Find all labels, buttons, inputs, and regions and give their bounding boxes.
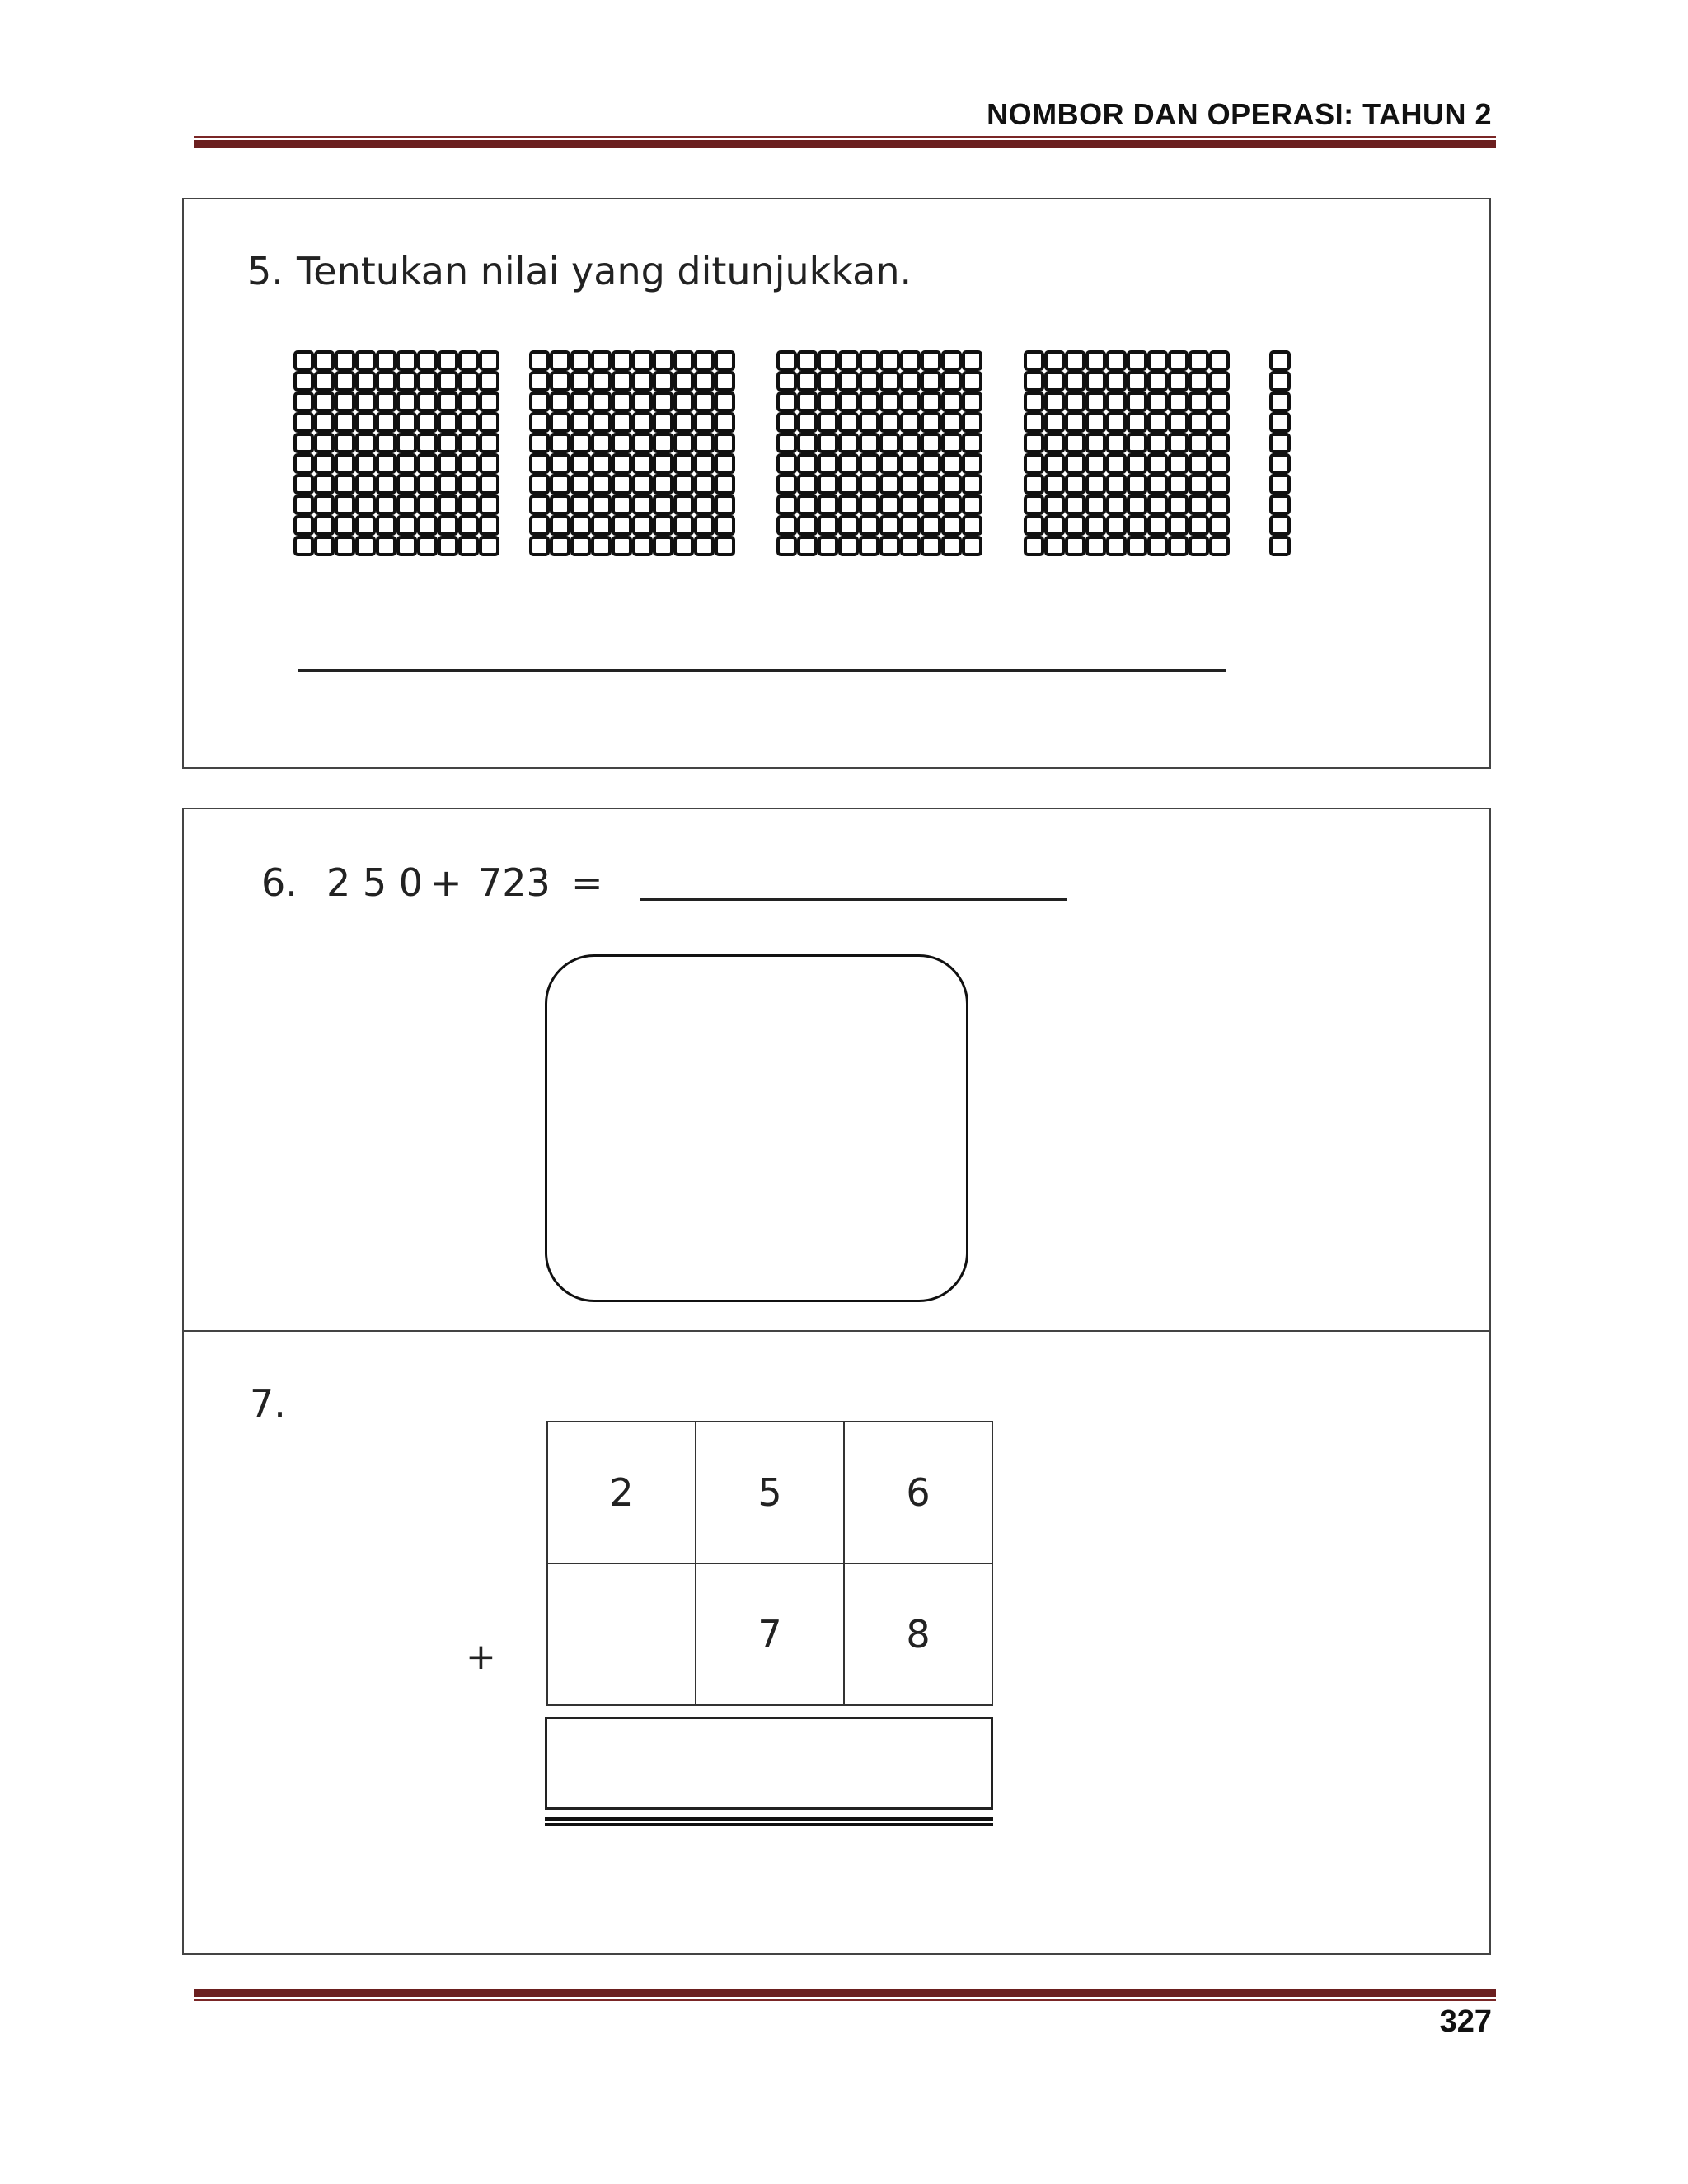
- hundred-flat-block: [778, 352, 981, 555]
- question-7-row-1: [547, 1422, 992, 1563]
- question-7-answer-box[interactable]: [545, 1717, 993, 1810]
- ten-rod-block: [1271, 352, 1289, 555]
- header-title: NOMBOR DAN OPERASI: TAHUN 2: [987, 97, 1492, 131]
- base-ten-blocks-group: [295, 352, 1289, 555]
- question-divider: [182, 1330, 1491, 1332]
- question-7-cell-hundreds: 2: [547, 1422, 696, 1563]
- question-6-answer-line[interactable]: [640, 898, 1067, 901]
- question-7-cell-tens: 7: [696, 1563, 844, 1705]
- question-7-cell-hundreds[interactable]: [547, 1563, 696, 1705]
- hundred-flat-block: [531, 352, 734, 555]
- hundred-flat-block: [295, 352, 498, 555]
- question-7-row-2: [547, 1563, 992, 1705]
- base-ten-blocks: [0, 0, 1688, 659]
- footer-rule: [194, 1989, 1496, 2001]
- question-7-plus-sign: +: [466, 1636, 496, 1678]
- question-6-operand-2: 723: [478, 860, 551, 905]
- question-7-cell-ones: 8: [844, 1563, 992, 1705]
- page-number: 327: [1439, 2004, 1492, 2039]
- question-6-operator: +: [430, 860, 462, 905]
- question-7-cell-tens: 5: [696, 1422, 844, 1563]
- question-7-double-underline: [545, 1817, 993, 1826]
- question-6-equals: =: [571, 860, 603, 905]
- question-6-number: 6.: [261, 860, 298, 905]
- question-6-operand-1: 2 5 0: [326, 860, 424, 905]
- hundred-flat-block: [1025, 352, 1228, 555]
- question-5-text: Tentukan nilai yang ditunjukkan.: [297, 249, 912, 293]
- question-7-number: 7.: [250, 1381, 286, 1426]
- question-6-working-box[interactable]: [545, 954, 968, 1302]
- question-5-answer-line[interactable]: [298, 669, 1226, 672]
- question-7-cell-ones: 6: [844, 1422, 992, 1563]
- question-7-addition-grid: [546, 1421, 993, 1706]
- question-5-number: 5.: [247, 249, 284, 293]
